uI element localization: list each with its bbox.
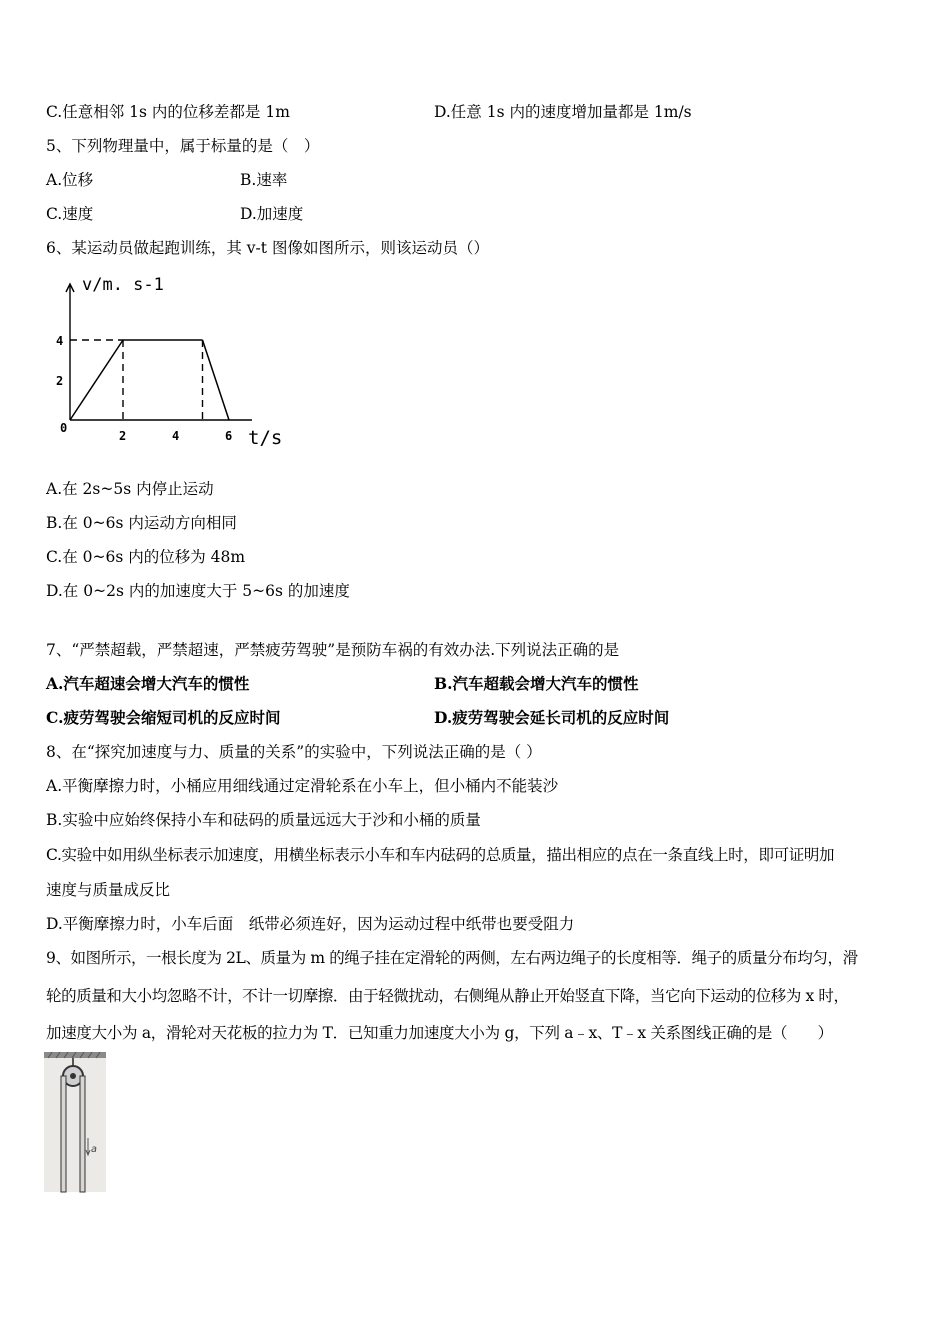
origin-label: 0 xyxy=(60,421,68,435)
q9-stem-line3: 加速度大小为 a，滑轮对天花板的拉力为 T．已知重力加速度大小为 g，下列 a﹣x、T﹣x 关系图线正确的是（ ） xyxy=(46,1024,833,1042)
vt-graph xyxy=(52,270,292,459)
q7-option-c: C.疲劳驾驶会缩短司机的反应时间 xyxy=(46,708,281,727)
q5-option-c: C.速度 xyxy=(46,205,94,223)
rope-right xyxy=(80,1076,85,1192)
rope-left xyxy=(61,1076,66,1192)
y-tick-label: 2 xyxy=(56,374,64,388)
pulley-hub xyxy=(70,1073,76,1079)
q8-option-a: A.平衡摩擦力时，小桶应用细线通过定滑轮系在小车上，但小桶内不能装沙 xyxy=(46,777,559,795)
q6-option-d: D.在 0~2s 内的加速度大于 5~6s 的加速度 xyxy=(46,582,350,600)
x-axis-label: t/s xyxy=(248,427,283,449)
x-tick-label: 4 xyxy=(172,429,180,443)
y-tick-label: 4 xyxy=(56,334,64,348)
vt-segment xyxy=(70,340,123,420)
q8-stem: 8、在“探究加速度与力、质量的关系”的实验中，下列说法正确的是（ ） xyxy=(46,743,542,761)
q9-stem-line1: 9、如图所示，一根长度为 2L、质量为 m 的绳子挂在定滑轮的两侧，左右两边绳子的长度相等．绳子的质量分布均匀，滑 xyxy=(46,949,858,967)
q5-stem: 5、下列物理量中，属于标量的是（ ） xyxy=(46,137,320,155)
vt-segment xyxy=(203,340,230,420)
x-tick-label: 2 xyxy=(119,429,127,443)
y-axis-label: v/m. s-1 xyxy=(82,275,164,295)
q8-option-c-line1: C.实验中如用纵坐标表示加速度，用横坐标表示小车和车内砝码的总质量，描出相应的点在一条直线上时，即可证明加 xyxy=(46,846,835,864)
q7-option-a: A.汽车超速会增大汽车的惯性 xyxy=(46,674,250,693)
q5-option-b: B.速率 xyxy=(240,171,288,189)
x-tick-label: 6 xyxy=(225,429,233,443)
q7-option-d: D.疲劳驾驶会延长司机的反应时间 xyxy=(434,708,670,727)
q5-option-d: D.加速度 xyxy=(240,205,304,223)
q6-option-b: B.在 0~6s 内运动方向相同 xyxy=(46,514,237,532)
q8-option-d: D.平衡摩擦力时，小车后面 纸带必须连好，因为运动过程中纸带也要受阻力 xyxy=(46,915,575,933)
q4-option-c: C.任意相邻 1s 内的位移差都是 1m xyxy=(46,103,290,121)
q6-option-a: A.在 2s~5s 内停止运动 xyxy=(46,480,214,498)
pulley-figure xyxy=(44,1052,108,1198)
q6-stem: 6、某运动员做起跑训练，其 v-t 图像如图所示，则该运动员（） xyxy=(46,239,489,257)
q8-option-c-line2: 速度与质量成反比 xyxy=(46,881,171,899)
q5-option-a: A.位移 xyxy=(46,171,94,189)
q6-option-c: C.在 0~6s 内的位移为 48m xyxy=(46,548,246,566)
q9-stem-line2: 轮的质量和大小均忽略不计，不计一切摩擦．由于轻微扰动，右侧绳从静止开始竖直下降，当它向下运动的位移为 x 时， xyxy=(46,987,849,1005)
q4-option-d: D.任意 1s 内的速度增加量都是 1m/s xyxy=(434,103,692,121)
q8-option-b: B.实验中应始终保持小车和砝码的质量远远大于沙和小桶的质量 xyxy=(46,811,481,829)
q7-stem: 7、“严禁超载，严禁超速，严禁疲劳驾驶”是预防车祸的有效办法.下列说法正确的是 xyxy=(46,641,620,659)
q7-option-b: B.汽车超载会增大汽车的惯性 xyxy=(434,674,639,693)
acceleration-label: a xyxy=(91,1144,98,1155)
